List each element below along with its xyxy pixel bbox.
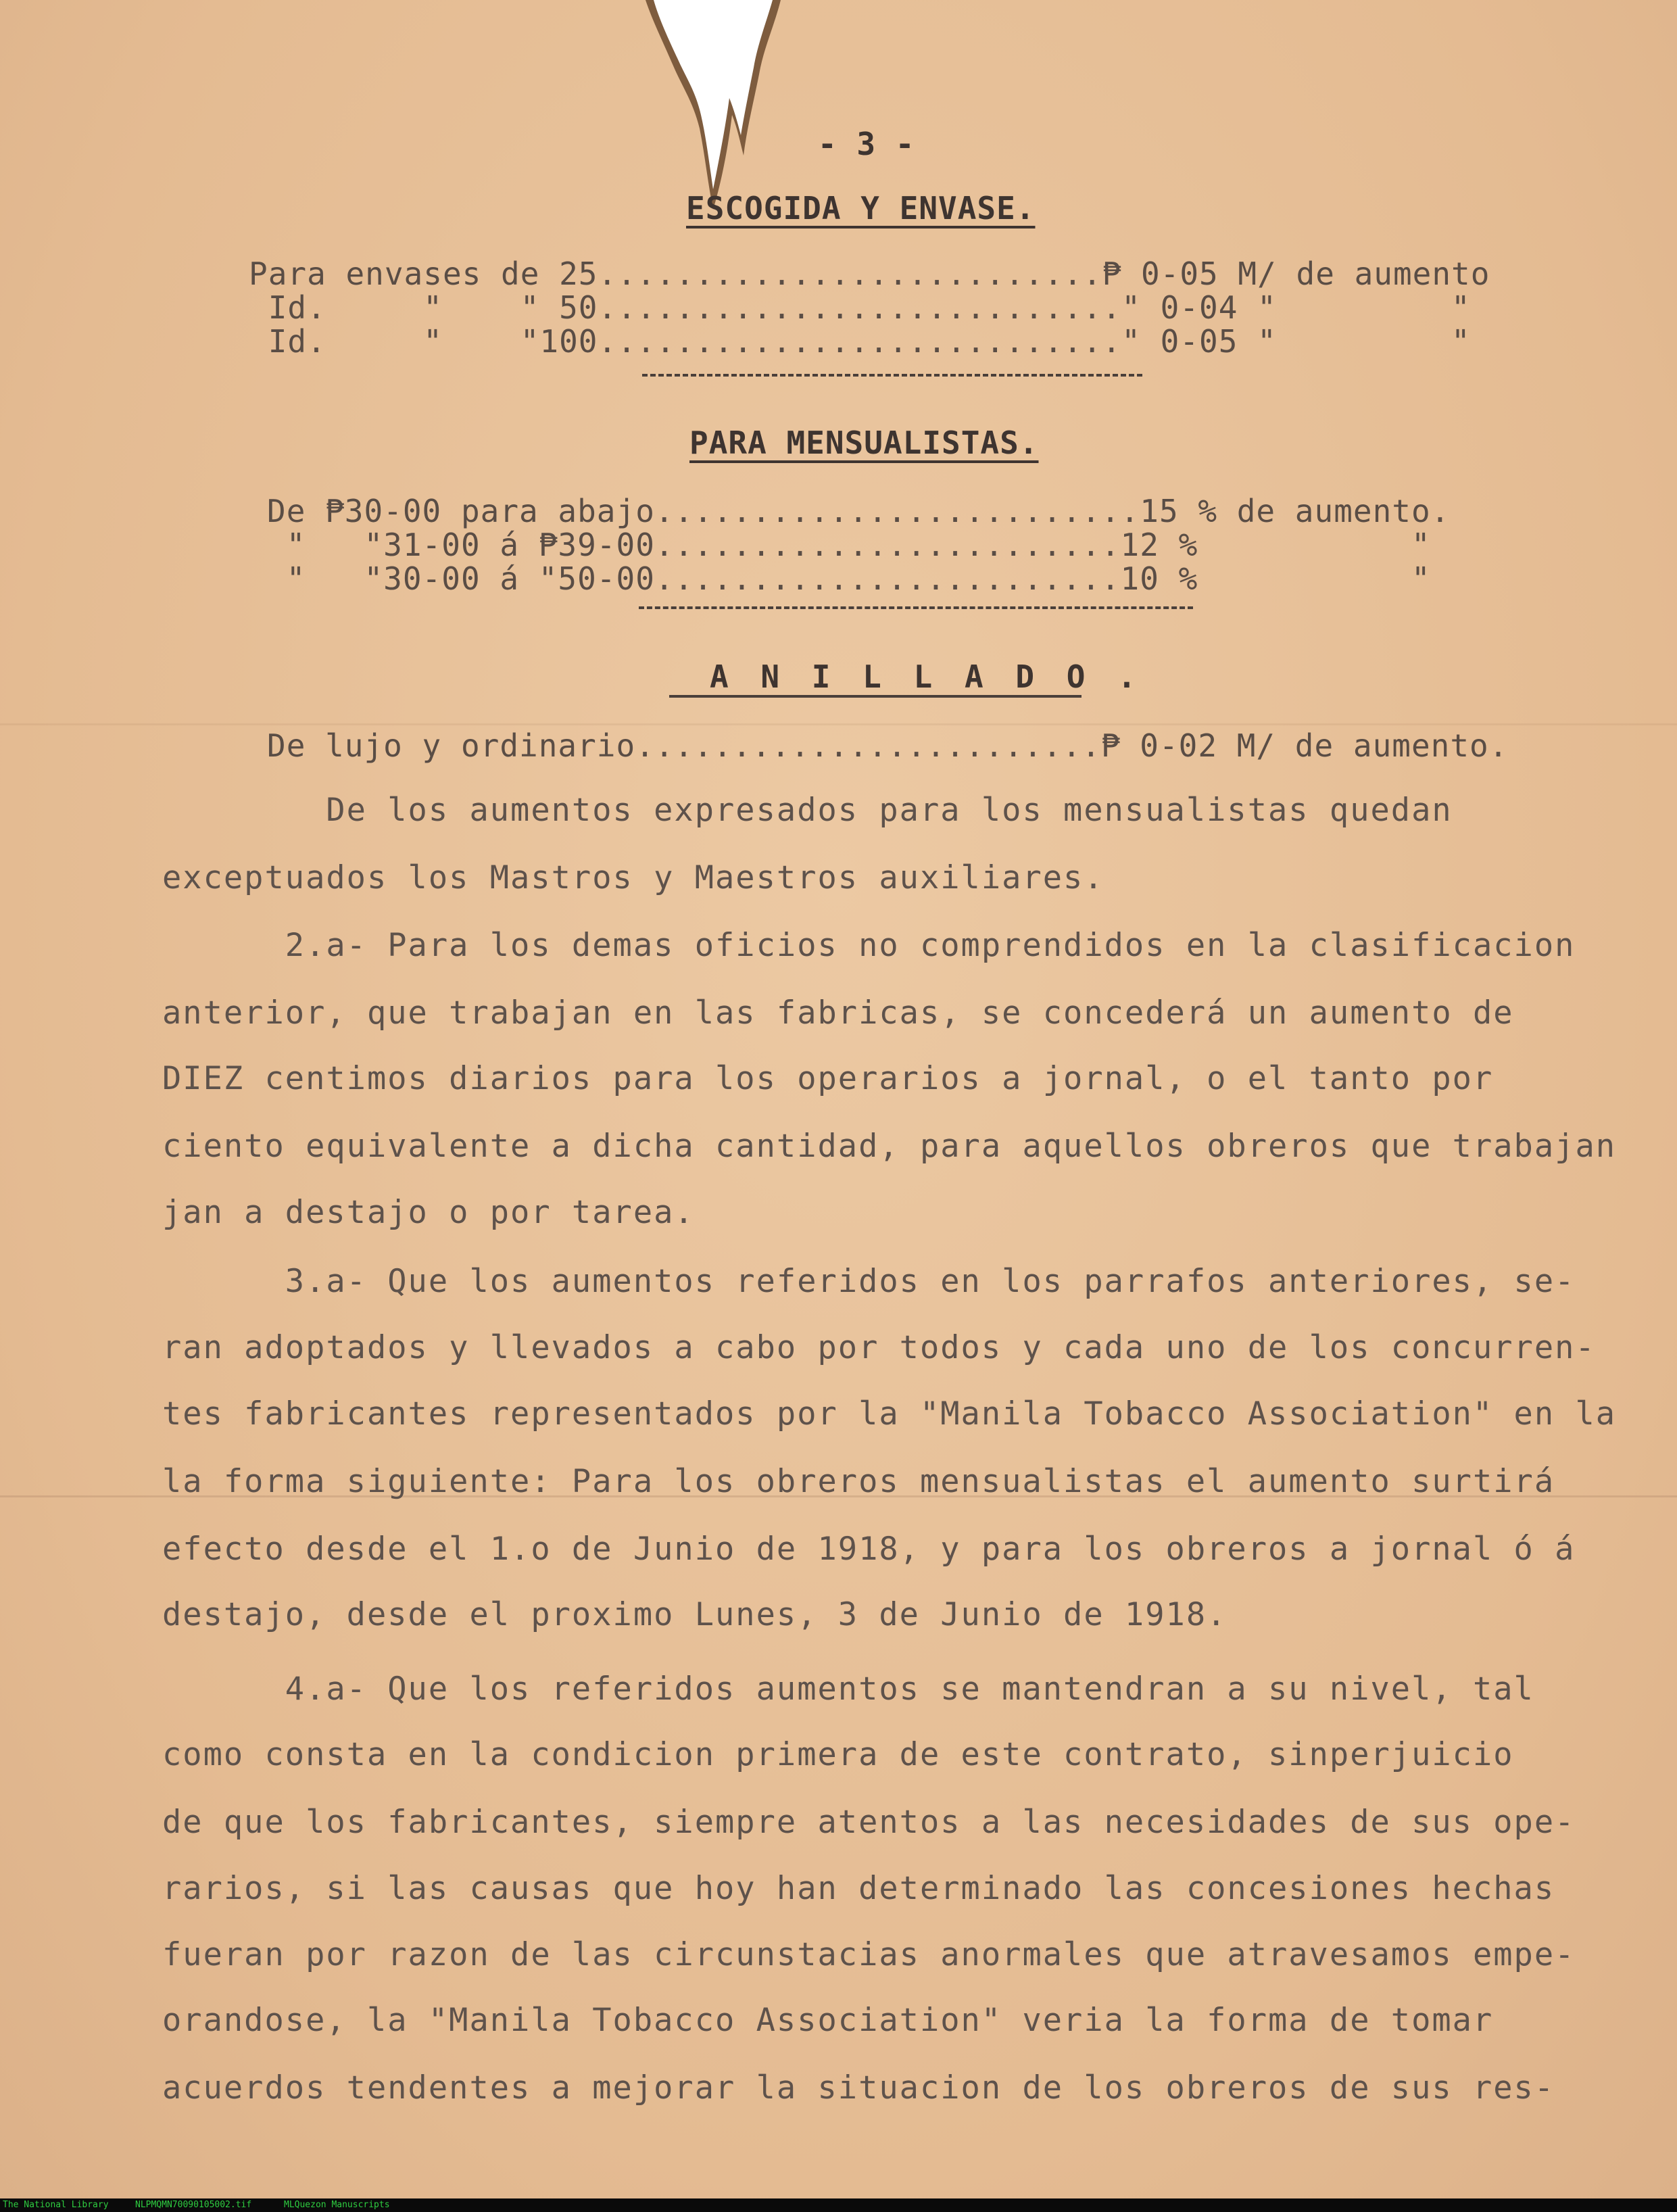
paragraph-line: ciento equivalente a dicha cantidad, para aquellos obreros que trabajan (162, 1128, 1617, 1165)
footer-filename: NLPMQMN70090105002.tif (135, 2200, 252, 2210)
paragraph-line: fueran por razon de las circunstacias anormales que atravesamos empe- (162, 1936, 1576, 1973)
section-title-mensualistas: PARA MENSUALISTAS. (689, 425, 1039, 461)
dashed-separator (642, 374, 1142, 377)
paragraph-line: exceptuados los Mastros y Maestros auxiliares. (162, 859, 1104, 896)
escogida-row: Para envases de 25..........................₱ 0-05 M/ de aumento (249, 256, 1490, 292)
paragraph-line: 2.a- Para los demas oficios no comprendidos en la clasificacion (162, 927, 1576, 964)
paragraph-line: orandose, la "Manila Tobacco Association" veria la forma de tomar (162, 2002, 1494, 2039)
paragraph-line: ran adoptados y llevados a cabo por todos y cada uno de los concurren- (162, 1329, 1596, 1366)
mensualistas-row: " "30-00 á "50-00........................10 % " (267, 560, 1431, 597)
paragraph-line: De los aumentos expresados para los mensualistas quedan (162, 792, 1453, 829)
paragraph-line: destajo, desde el proximo Lunes, 3 de Junio de 1918. (162, 1596, 1228, 1633)
paragraph-line: tes fabricantes representados por la "Manila Tobacco Association" en la (162, 1395, 1617, 1433)
mensualistas-row: " "31-00 á ₱39-00........................12 % " (267, 527, 1431, 563)
section-title-anillado: A N I L L A D O . (710, 658, 1143, 695)
anillado-row: De lujo y ordinario........................₱ 0-02 M/ de aumento. (267, 727, 1509, 764)
title-underline (669, 695, 1081, 698)
paragraph-line: como consta en la condicion primera de este contrato, sinperjuicio (162, 1736, 1514, 1773)
paragraph-line: 4.a- Que los referidos aumentos se mantendran a su nivel, tal (162, 1670, 1534, 1708)
paragraph-line: de que los fabricantes, siempre atentos a las necesidades de sus ope- (162, 1804, 1576, 1841)
dashed-separator (639, 606, 1193, 609)
escogida-row: Id. " " 50..........................." 0-04 " " (249, 289, 1471, 326)
paragraph-line: DIEZ centimos diarios para los operarios a jornal, o el tanto por (162, 1060, 1494, 1097)
paragraph-line: acuerdos tendentes a mejorar la situacion de los obreros de sus res- (162, 2069, 1555, 2107)
footer-collection: MLQuezon Manuscripts (284, 2200, 390, 2210)
page-number: - 3 - (818, 126, 915, 162)
paragraph-line: rarios, si las causas que hoy han determinado las concesiones hechas (162, 1870, 1555, 1907)
section-title-escogida: ESCOGIDA Y ENVASE. (686, 190, 1036, 226)
fold-crease (0, 723, 1677, 725)
mensualistas-row: De ₱30-00 para abajo.........................15 % de aumento. (267, 493, 1451, 529)
footer-library: The National Library (3, 2200, 109, 2210)
paragraph-line: 3.a- Que los aumentos referidos en los parrafos anteriores, se- (162, 1263, 1576, 1300)
paragraph-line: la forma siguiente: Para los obreros mensualistas el aumento surtirá (162, 1463, 1555, 1500)
paragraph-line: anterior, que trabajan en las fabricas, se concederá un aumento de (162, 994, 1514, 1032)
escogida-row: Id. " "100..........................." 0-05 " " (249, 323, 1471, 360)
paragraph-line: jan a destajo o por tarea. (162, 1194, 695, 1231)
paragraph-line: efecto desde el 1.o de Junio de 1918, y para los obreros a jornal ó á (162, 1531, 1576, 1568)
scan-footer-bar (0, 2198, 1677, 2212)
